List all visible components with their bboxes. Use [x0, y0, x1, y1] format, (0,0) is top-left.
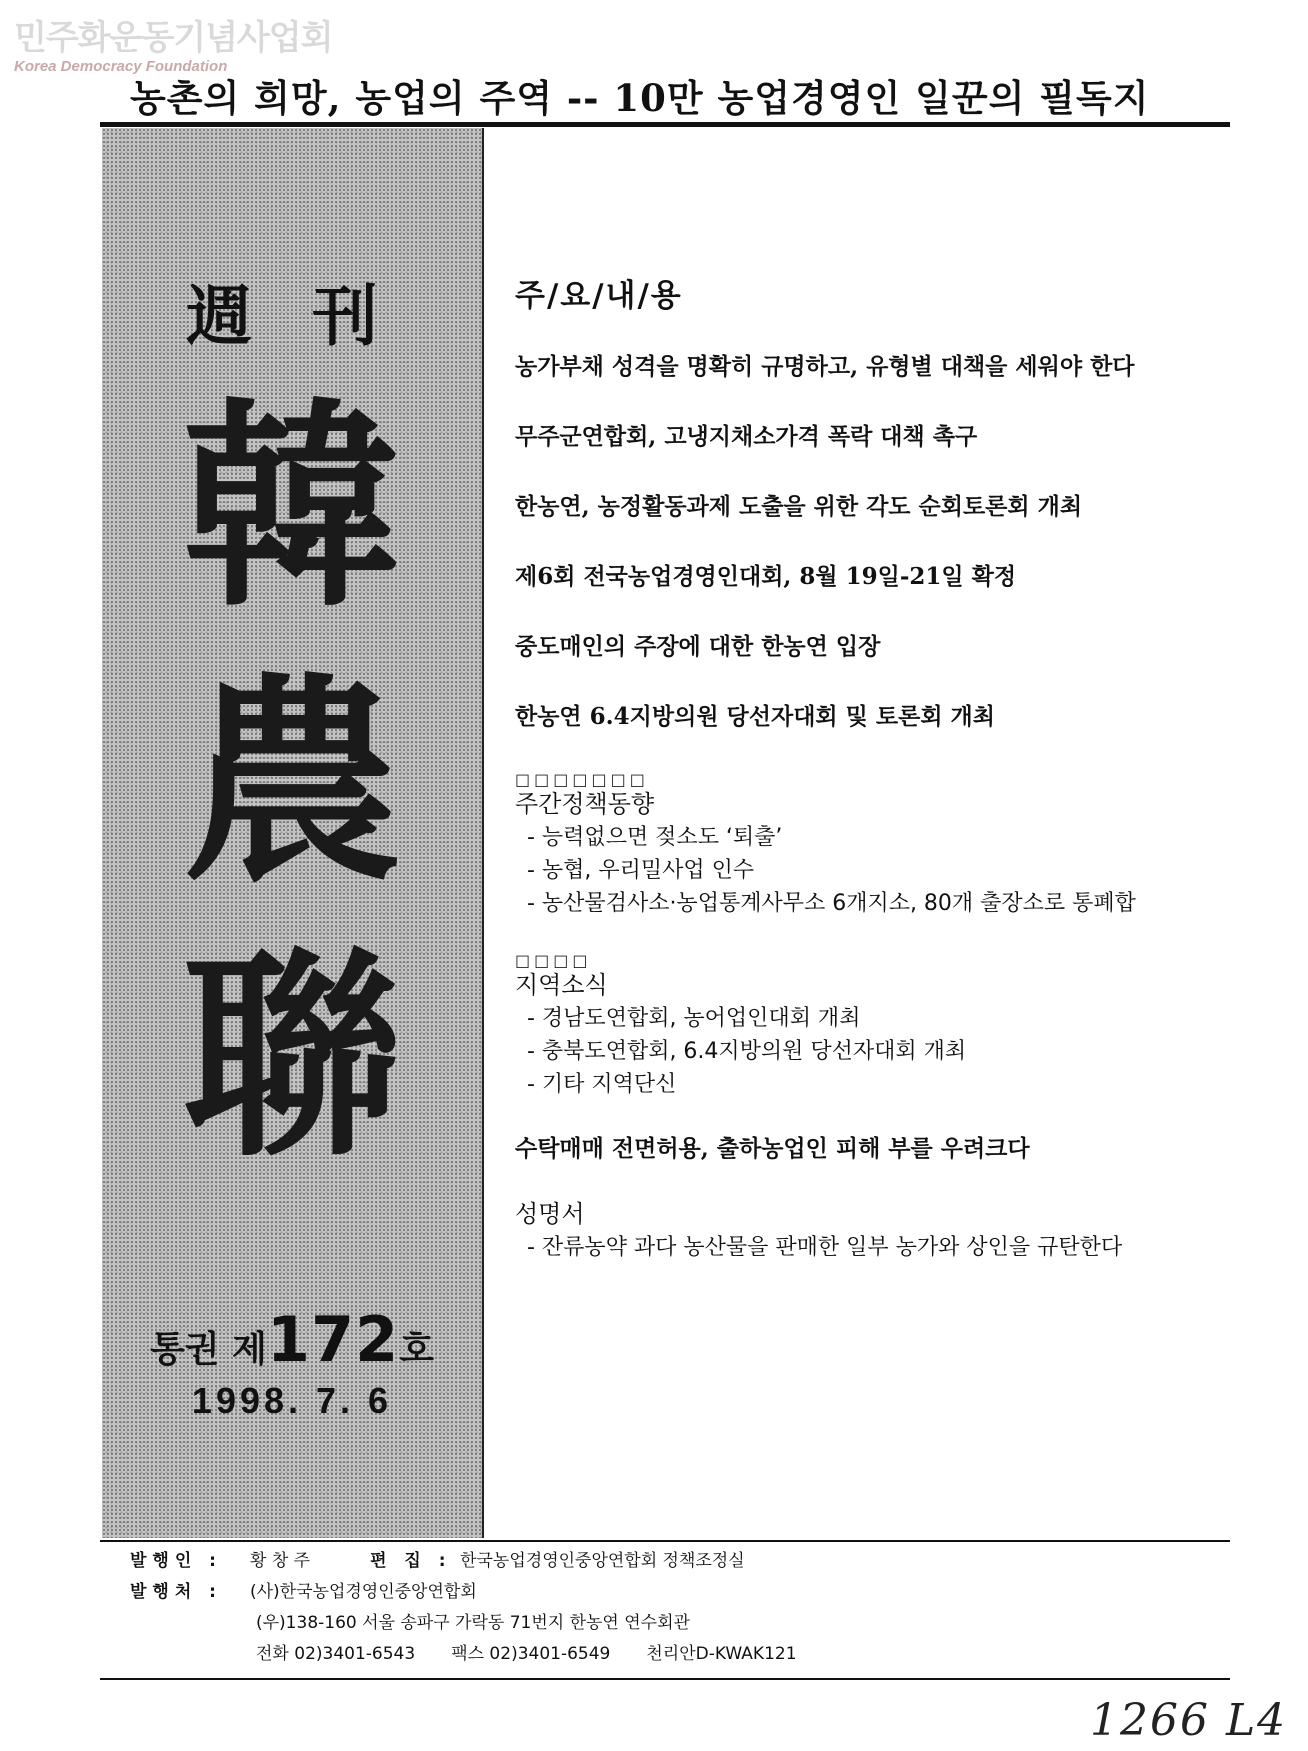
issue-suffix: 호 [399, 1329, 435, 1370]
section-boxes: □□□□□□□ [515, 770, 649, 789]
list-item: - 농협, 우리밀사업 인수 [527, 858, 755, 883]
footer-rule-top [100, 1540, 1230, 1542]
publisher-label: 발행인 : [130, 1551, 222, 1571]
fax: 팩스 02)3401-6549 [451, 1644, 611, 1664]
headline: 중도매인의 주장에 대한 한농연 입장 [515, 633, 881, 660]
contents-column [515, 270, 1215, 1296]
issuer-label: 발행처 : [130, 1582, 222, 1602]
title-char-yeon: 聯 [181, 930, 402, 1186]
list-item: - 잔류농약 과다 농산물을 판매한 일부 농가와 상인을 규탄한다 [527, 1235, 1123, 1260]
publisher-name: 황 창 주 [250, 1551, 311, 1571]
issuer-name: (사)한국농업경영인중앙연합회 [250, 1582, 477, 1602]
list-item: - 충북도연합회, 6.4지방의원 당선자대회 개최 [527, 1039, 967, 1064]
editor-name: 한국농업경영인중앙연합회 정책조정실 [460, 1551, 745, 1571]
slogan: 농촌의 희망, 농업의 주역 -- 10만 농업경영인 일꾼의 필독지 [130, 76, 1150, 120]
statement-title: 성명서 [515, 1200, 585, 1228]
regional-title: 지역소식 [515, 971, 608, 999]
weekly-label: 週刊 [186, 277, 438, 355]
regional-list [515, 1002, 1215, 1101]
footer-rule-bottom [100, 1678, 1230, 1680]
headline: 농가부채 성격을 명확히 규명하고, 유형별 대책을 세워야 한다 [515, 353, 1135, 380]
issue-date: 1998. 7. 6 [191, 1380, 393, 1421]
statement-section [515, 1199, 1215, 1264]
issue-prefix: 통권 제 [149, 1329, 267, 1370]
list-item: - 농산물검사소·농업통계사무소 6개지소, 80개 출장소로 통폐합 [527, 891, 1136, 916]
top-rule [100, 122, 1230, 127]
contents-title: 주/요/내/용 [515, 278, 683, 314]
list-item: - 기타 지역단신 [527, 1072, 677, 1097]
chollian-id: 천리안D-KWAK121 [646, 1644, 797, 1664]
issue-value: 172 [266, 1303, 400, 1376]
policy-section [515, 771, 1215, 920]
handwritten-note: 1266 L4 [1090, 1695, 1288, 1746]
footer-row-publisher [130, 1546, 797, 1577]
title-char-han: 韓 [181, 380, 402, 636]
watermark-english: Korea Democracy Foundation [14, 58, 228, 75]
section-boxes: □□□□ [515, 951, 592, 970]
cover-panel [102, 128, 484, 1538]
headline: 한농연 6.4지방의원 당선자대회 및 토론회 개최 [515, 703, 995, 730]
footer-contacts [130, 1639, 797, 1670]
list-item: - 능력없으면 젖소도 ‘퇴출’ [527, 825, 783, 850]
footer-address: (우)138-160 서울 송파구 가락동 71번지 한농연 연수회관 [256, 1613, 690, 1633]
issue-number [102, 1303, 482, 1376]
headline: 무주군연합회, 고냉지채소가격 폭락 대책 촉구 [515, 423, 978, 450]
footer-row-issuer [130, 1577, 797, 1608]
headline: 한농연, 농정활동과제 도출을 위한 각도 순회토론회 개최 [515, 493, 1083, 520]
phone: 전화 02)3401-6543 [256, 1644, 416, 1664]
regional-section [515, 952, 1215, 1101]
policy-list [515, 821, 1215, 920]
editor-label: 편 집 : [370, 1551, 452, 1571]
title-char-nong: 農 [181, 655, 402, 911]
footer [130, 1546, 797, 1670]
headline: 제6회 전국농업경영인대회, 8월 19일-21일 확정 [515, 563, 1017, 590]
headline: 수탁매매 전면허용, 출하농업인 피해 부를 우려크다 [515, 1135, 1030, 1162]
watermark-logo [14, 20, 332, 75]
policy-title: 주간정책동향 [515, 790, 655, 818]
watermark-korean: 민주화운동기념사업회 [14, 18, 333, 58]
list-item: - 경남도연합회, 농어업인대회 개최 [527, 1006, 861, 1031]
statement-list [515, 1231, 1215, 1264]
